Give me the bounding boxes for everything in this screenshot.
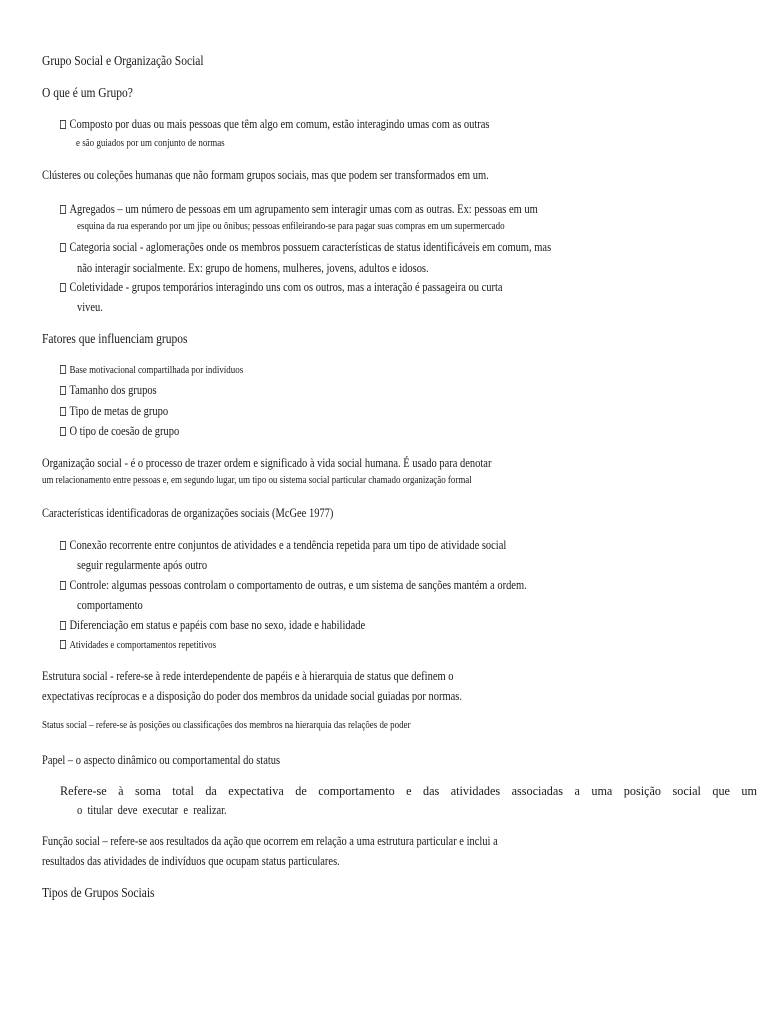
coletividade-line-1: Coletividade - grupos temporários interagindo uns com os outros, mas a interação é passageira ou curta <box>60 281 503 293</box>
bullet-box-icon <box>60 205 66 214</box>
bullet-box-icon <box>60 407 66 416</box>
bullet-box-icon <box>60 243 66 252</box>
clusters-intro: Clústeres ou coleções humanas que não formam grupos sociais, mas que podem ser transformados em um. <box>42 168 489 182</box>
group-definition-line-1: Composto por duas ou mais pessoas que têm algo em comum, estão interagindo umas com as outras <box>60 118 490 130</box>
bullet-box-icon <box>60 386 66 395</box>
status-social: Status social – refere-se às posições ou classificações dos membros na hierarquia das relações de poder <box>42 720 411 731</box>
papel-definition-line-2: o titular deve executar e realizar. <box>77 803 227 817</box>
caract-1-line-1: Conexão recorrente entre conjuntos de atividades e a tendência repetida para um tipo de atividade social <box>60 539 506 551</box>
categoria-line-2: não interagir socialmente. Ex: grupo de homens, mulheres, jovens, adultos e idosos. <box>77 261 429 275</box>
fator-item-1: Base motivacional compartilhada por indivíduos <box>60 365 243 376</box>
papel-definition-line-1: Refere-se à soma total da expectativa de comportamento e das atividades associadas a uma posição social que um <box>60 784 757 798</box>
bullet-box-icon <box>60 365 66 374</box>
bullet-box-icon <box>60 581 66 590</box>
caract-1-line-2: seguir regularmente após outro <box>77 558 208 572</box>
organizacao-line-2: um relacionamento entre pessoas e, em segundo lugar, um tipo ou sistema social particular chamado organização formal <box>42 475 472 486</box>
estrutura-line-2: expectativas recíprocas e a disposição do poder dos membros da unidade social guiadas por normas. <box>42 689 463 703</box>
heading-caracteristicas: Características identificadoras de organizações sociais (McGee 1977) <box>42 506 334 520</box>
bullet-box-icon <box>60 541 66 550</box>
bullet-box-icon <box>60 120 66 129</box>
papel-heading: Papel – o aspecto dinâmico ou comportamental do status <box>42 753 281 767</box>
agregados-line-2: esquina da rua esperando por um jipe ou ônibus; pessoas enfileirando-se para pagar suas compras em um supermercado <box>77 221 505 232</box>
bullet-box-icon <box>60 621 66 630</box>
categoria-line-1: Categoria social - aglomerações onde os membros possuem características de status identificáveis em comum, mas <box>60 241 551 253</box>
page-title: Grupo Social e Organização Social <box>42 53 204 68</box>
organizacao-line-1: Organização social - é o processo de trazer ordem e significado à vida social humana. É usado para denotar <box>42 456 492 470</box>
caract-3: Diferenciação em status e papéis com base no sexo, idade e habilidade <box>60 619 365 631</box>
agregados-line-1: Agregados – um número de pessoas em um agrupamento sem interagir umas com as outras. Ex: pessoas em um <box>60 203 538 215</box>
bullet-box-icon <box>60 427 66 436</box>
bullet-box-icon <box>60 283 66 292</box>
fator-item-4: O tipo de coesão de grupo <box>60 425 179 437</box>
coletividade-line-2: viveu. <box>77 300 103 314</box>
caract-2-line-2: comportamento <box>77 598 143 612</box>
heading-tipos: Tipos de Grupos Sociais <box>42 885 155 900</box>
heading-fatores: Fatores que influenciam grupos <box>42 331 188 346</box>
fator-item-3: Tipo de metas de grupo <box>60 405 168 417</box>
bullet-box-icon <box>60 640 66 649</box>
funcao-line-1: Função social – refere-se aos resultados da ação que ocorrem em relação a uma estrutura particular e inclui a <box>42 834 498 848</box>
estrutura-line-1: Estrutura social - refere-se à rede interdependente de papéis e à hierarquia de status que definem o <box>42 669 454 683</box>
group-definition-line-2: e são guiados por um conjunto de normas <box>76 138 225 149</box>
fator-item-2: Tamanho dos grupos <box>60 384 157 396</box>
caract-2-line-1: Controle: algumas pessoas controlam o comportamento de outras, e um sistema de sanções mantém a ordem. <box>60 579 527 591</box>
heading-what-is-group: O que é um Grupo? <box>42 85 133 100</box>
funcao-line-2: resultados das atividades de indivíduos que ocupam status particulares. <box>42 854 340 868</box>
caract-4: Atividades e comportamentos repetitivos <box>60 640 216 651</box>
